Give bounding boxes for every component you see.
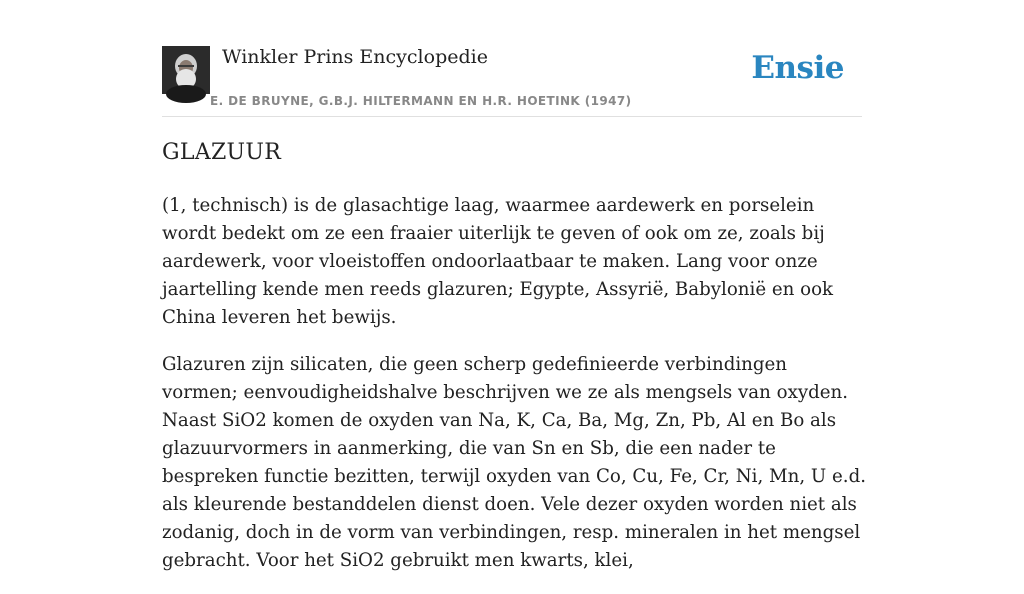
author-avatar [162,46,210,94]
ensie-logo-link[interactable]: Ensie [751,50,844,86]
article-paragraph: (1, technisch) is de glasachtige laag, waarmee aardewerk en porselein wordt bedekt om ze een fraaier uiterlijk te geven of ook om ze, zoals bij aardewerk, voor vloeistoffen ondoorlaatbaar te maken. Lang voor onze jaartelling kende men reeds glazuren; Egypte, Assyrië, Babylonië en ook China leveren het bewijs. [162,195,834,328]
article-paragraph: Glazuren zijn silicaten, die geen scherp gedefinieerde verbindingen vormen; eenvoudigheidshalve beschrijven we ze als mengsels van oxyden. Naast SiO2 komen de oxyden van Na, K, Ca, Ba, Mg, Zn, Pb, Al en Bo als glazuurvormers in aanmerking, die van Sn en Sb, die een nader te bespreken functie bezitten, terwijl oxyden van Co, Cu, Fe, Cr, Ni, Mn, U e.d. als kleurende bestanddelen dienst doen. Vele dezer oxyden worden niet als zodanig, doch in de vorm van verbindingen, resp. mineralen in het mengsel gebracht. Voor het SiO2 gebruikt men kwarts, klei, [162,354,866,571]
author-portrait-icon [162,46,210,94]
source-authors: E. DE BRUYNE, G.B.J. HILTERMANN EN H.R. HOETINK (1947) [210,94,632,108]
source-title: Winkler Prins Encyclopedie [222,46,488,68]
article-body [162,192,868,594]
article-title: GLAZUUR [162,140,282,165]
source-header [162,46,862,117]
